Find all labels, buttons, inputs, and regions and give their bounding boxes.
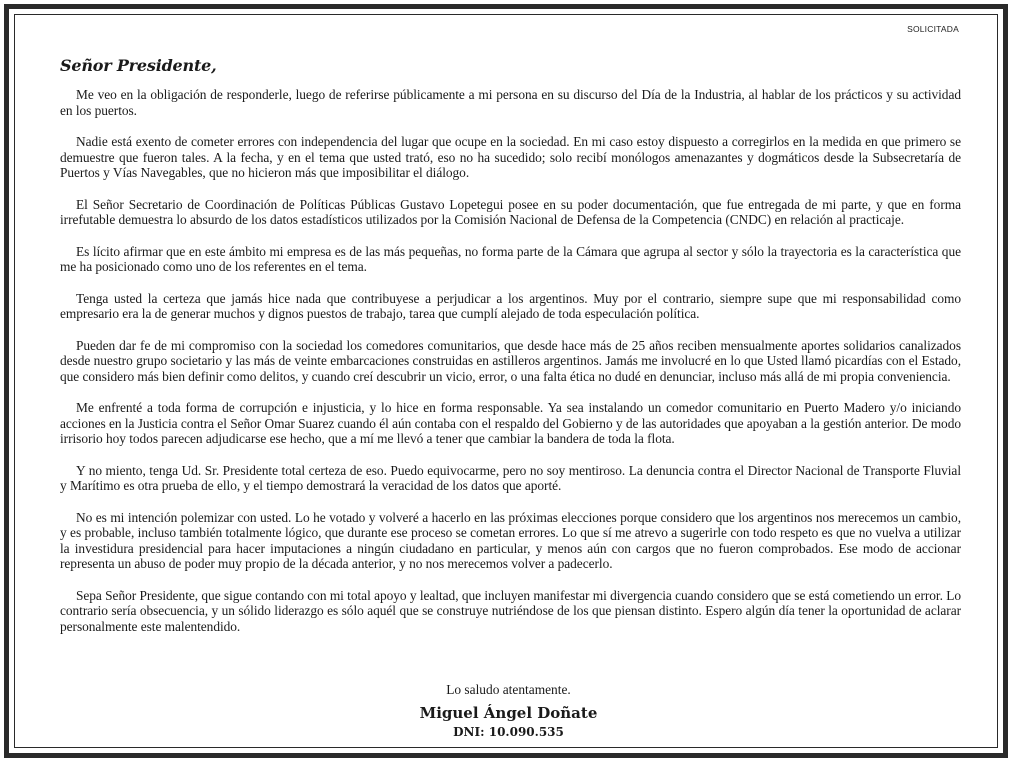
salutation: Señor Presidente,: [60, 56, 217, 75]
paragraph-6: Pueden dar fe de mi compromiso con la sociedad los comedores comunitarios, que desde hace más de 25 años reciben mensualmente aportes solidarios canalizados desde nuestro grupo societario y las más de veinte embarcaciones construidas en astilleros argentinos. Jamás me involucré en lo que Usted llamó picardías con el Estado, que considero más bien definir como delitos, y cuando creí descubrir un vicio, error, o una falta ética no dudé en denunciar, incluso más allá de mi propia conveniencia.: [60, 337, 961, 384]
paragraph-10: Sepa Señor Presidente, que sigue contando con mi total apoyo y lealtad, que incluyen manifestar mi divergencia cuando considero que se está cometiendo un error. Lo contrario sería obsecuencia, y un sólido liderazgo es sólo aquél que se construye nutriéndose de los que piensan distinto. Espero algún día tener la oportunidad de aclarar personalmente este malentendido.: [60, 587, 961, 635]
signature-name: Miguel Ángel Doñate: [419, 704, 598, 722]
paragraph-3: El Señor Secretario de Coordinación de Políticas Públicas Gustavo Lopetegui posee en su poder documentación, que fue entregada de mi parte, y que en forma irrefutable demuestra lo absurdo de los datos estadísticos utilizados por la Comisión Nacional de Defensa de la Competencia (CNDC) en relación al practicaje.: [60, 196, 961, 228]
section-tag: SOLICITADA: [907, 24, 959, 34]
paragraph-7: Me enfrenté a toda forma de corrupción e injusticia, y lo hice en forma responsable. Ya sea instalando un comedor comunitario en Puerto Madero y/o iniciando acciones en la Justicia contra el Señor Omar Suarez cuando él aún contaba con el respaldo del Gobierno y de las autoridades que apoyaban a la gestión anterior. De modo irrisorio hoy todos parecen adjudicarse ese hecho, que a mí me llevó a tener que cambiar la bandera de toda la flota.: [60, 400, 961, 447]
paragraph-2: Nadie está exento de cometer errores con independencia del lugar que ocupe en la sociedad. En mi caso estoy dispuesto a corregirlos en la medida en que primero se demuestre que fueron tales. A la fecha, y en el tema que usted trató, eso no ha sucedido; solo recibí monólogos amenazantes y dogmáticos desde la Subsecretaría de Puertos y Vías Navegables, que no hicieron más que imposibilitar el diálogo.: [60, 133, 961, 181]
paragraph-1: Me veo en la obligación de responderle, luego de referirse públicamente a mi persona en su discurso del Día de la Industria, al hablar de los prácticos y su actividad en los puertos.: [60, 87, 961, 118]
letter-body: [60, 56, 961, 650]
paragraph-4: Es lícito afirmar que en este ámbito mi empresa es de las más pequeñas, no forma parte de la Cámara que agrupa al sector y sólo la trayectoria es la característica que me ha posicionado como uno de los referentes en el tema.: [60, 243, 961, 275]
signature-id: DNI: 10.090.535: [453, 725, 564, 739]
paragraph-9: No es mi intención polemizar con usted. Lo he votado y volveré a hacerlo en las próximas elecciones porque considero que los argentinos nos merecemos un cambio, y es probable, incluso también totalmente lógico, que durante ese proceso se cometan errores. Lo que sí me atrevo a sugerirle con todo respeto es que no vuelva a utilizar la investidura presidencial para hacer imputaciones a ningún ciudadano en particular, y menos aún con cargos que no fueron comprobados. Ese modo de accionar representa un abuso de poder muy propio de la década anterior, y no nos merecemos volver a padecerlo.: [60, 509, 961, 572]
closing-line: Lo saludo atentamente.: [446, 682, 571, 697]
paragraph-5: Tenga usted la certeza que jamás hice nada que contribuyese a perjudicar a los argentinos. Muy por el contrario, siempre supe que mi responsabilidad como empresario era la de generar muchos y dignos puestos de trabajo, tarea que cumplí alejado de toda especulación política.: [60, 290, 961, 322]
paragraph-8: Y no miento, tenga Ud. Sr. Presidente total certeza de eso. Puedo equivocarme, pero no soy mentiroso. La denuncia contra el Director Nacional de Transporte Fluvial y Marítimo es otra prueba de ello, y el tiempo demostrará la veracidad de los datos que aporté.: [60, 462, 961, 494]
